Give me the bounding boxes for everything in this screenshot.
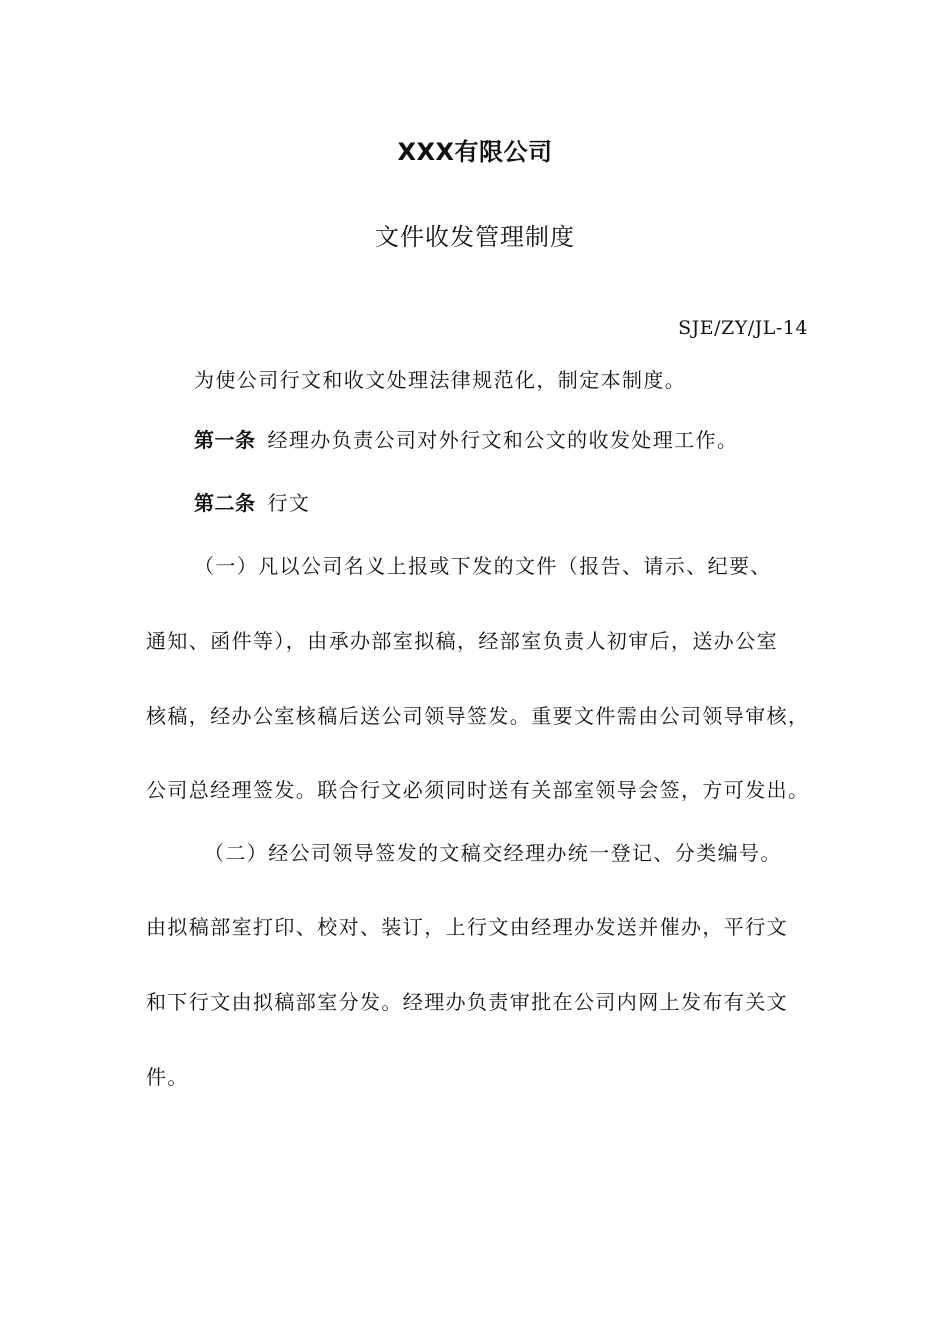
section-2-line-2: 由拟稿部室打印、校对、装订，上行文由经理办发送并催办，平行文 (146, 915, 788, 939)
article-1-label: 第一条 (194, 428, 256, 452)
document-title: 文件收发管理制度 (375, 223, 575, 251)
article-1-text: 经理办负责公司对外行文和公文的收发处理工作。 (267, 428, 739, 452)
section-2-line-4: 件。 (146, 1065, 189, 1089)
section-2-line-1: （二）经公司领导签发的文稿交经理办统一登记、分类编号。 (204, 841, 782, 865)
intro-paragraph: 为使公司行文和收文处理法律规范化，制定本制度。 (194, 368, 687, 392)
article-2-text: 行文 (267, 491, 311, 515)
section-2-line-3: 和下行文由拟稿部室分发。经理办负责审批在公司内网上发布有关文 (146, 990, 788, 1014)
section-1-line-3: 核稿，经办公室核稿后送公司领导签发。重要文件需由公司领导审核， (146, 704, 810, 728)
section-1-line-2: 通知、函件等），由承办部室拟稿，经部室负责人初审后，送办公室 (146, 629, 778, 653)
document-code: SJE/ZY/JL-14 (678, 317, 808, 339)
company-name: XXX有限公司 (397, 138, 553, 166)
section-1-line-4: 公司总经理签发。联合行文必须同时送有关部室领导会签，方可发出。 (146, 778, 810, 802)
section-1-line-1: （一）凡以公司名义上报或下发的文件（报告、请示、纪要、 (194, 554, 772, 578)
article-2-label: 第二条 (194, 491, 256, 515)
article-1 (194, 426, 738, 454)
article-2 (194, 489, 310, 517)
